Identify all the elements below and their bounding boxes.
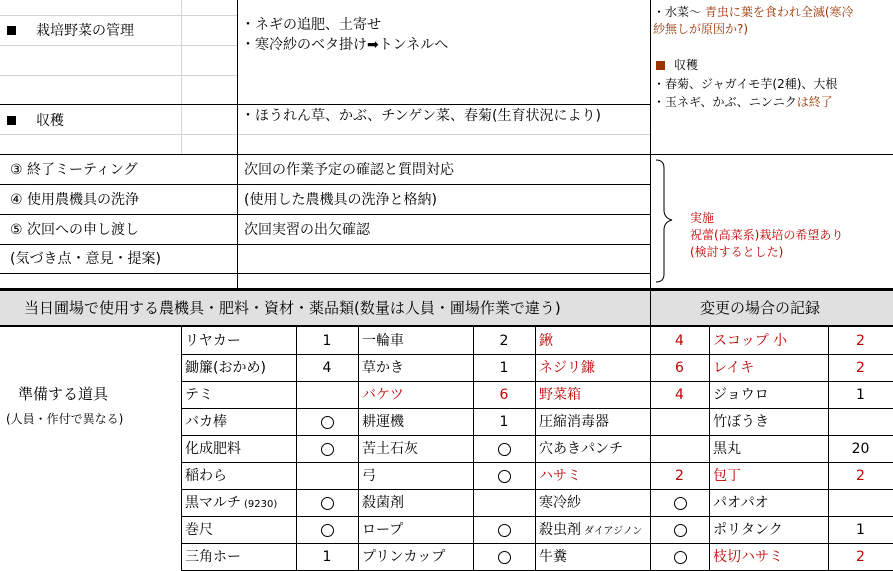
note-line — [653, 95, 833, 109]
note-line — [653, 5, 854, 19]
grid-line — [0, 75, 237, 76]
tool-quantity: 6 — [675, 360, 684, 376]
tool-name-text: 牛糞 — [539, 549, 567, 565]
circle-mark — [321, 416, 334, 429]
tool-name — [185, 495, 277, 511]
row-border — [181, 354, 893, 355]
tool-name-text: 圧縮消毒器 — [539, 414, 609, 430]
circle-mark — [674, 524, 687, 537]
tool-name — [539, 387, 581, 403]
step-label: (気づき点・意見・提案) — [10, 251, 161, 267]
tool-name-text: リヤカー — [185, 333, 241, 349]
circle-mark — [674, 497, 687, 510]
tool-name-sub: ダイアジノン — [584, 526, 643, 537]
tool-quantity: 20 — [851, 441, 870, 457]
row-border — [0, 104, 650, 105]
bullet-square — [656, 61, 665, 70]
circle-mark — [498, 443, 511, 456]
tool-name-text: ジョウロ — [713, 387, 769, 403]
tool-name-text: ネジリ鎌 — [539, 360, 595, 376]
step-content: 次回の作業予定の確認と質問対応 — [244, 162, 454, 178]
tool-quantity: 1 — [499, 414, 509, 430]
tool-quantity: 2 — [675, 468, 684, 484]
tool-name-text: ポリタンク — [713, 522, 783, 538]
tool-name — [713, 495, 769, 511]
step-label: ④ 使用農機具の洗浄 — [10, 192, 140, 208]
tool-name — [539, 522, 642, 538]
tool-quantity: 1 — [499, 360, 509, 376]
tool-name — [185, 387, 213, 403]
impl-line: (検討するとした) — [690, 245, 784, 259]
grid-line — [181, 0, 182, 104]
row-border — [181, 381, 893, 382]
tool-name-text: 鋤簾(おかめ) — [185, 360, 266, 376]
note-harvest-title: 収穫 — [674, 58, 699, 72]
step-content: 次回実習の出欠確認 — [244, 222, 370, 238]
tool-name-text: 殺虫剤 — [539, 522, 581, 538]
col-border — [181, 327, 182, 570]
tool-name — [539, 360, 595, 376]
row-border — [181, 435, 893, 436]
tool-name — [362, 414, 404, 430]
table-header-title: 当日圃場で使用する農機具・肥料・資材・薬品類(数量は人員・圃場作業で違う) — [24, 299, 561, 317]
tool-name-text: 巻尺 — [185, 522, 213, 538]
tool-name — [185, 360, 266, 376]
col-border — [237, 0, 238, 288]
tool-name-text: 寒冷紗 — [539, 495, 581, 511]
tool-quantity: 4 — [675, 333, 684, 349]
tool-quantity: 1 — [856, 387, 865, 403]
tool-name-sub: (9230) — [244, 499, 278, 510]
grid-line — [0, 134, 650, 135]
tool-name-text: 枝切ハサミ — [713, 549, 783, 565]
tool-name — [185, 549, 241, 565]
tool-name-text: 一輪車 — [362, 333, 404, 349]
tool-name — [362, 549, 445, 565]
tool-name-text: スコップ 小 — [713, 333, 788, 349]
col-border — [650, 291, 651, 325]
tool-name-text: 殺菌剤 — [362, 495, 404, 511]
tool-name — [539, 333, 553, 349]
tool-name-text: 弓 — [362, 468, 376, 484]
tool-name-text: 草かき — [362, 360, 404, 376]
tool-name-text: 三角ホー — [185, 549, 241, 565]
step-label: ③ 終了ミーティング — [10, 162, 138, 178]
tool-name-text: 化成肥料 — [185, 441, 241, 457]
tool-name — [185, 333, 241, 349]
tool-name-text: 黒丸 — [713, 441, 741, 457]
circle-mark — [321, 443, 334, 456]
tool-name — [539, 549, 567, 565]
tool-name — [713, 414, 769, 430]
tool-name-text: 野菜箱 — [539, 387, 581, 403]
tool-name — [713, 333, 787, 349]
tool-quantity: 2 — [856, 468, 865, 484]
row-border — [181, 543, 893, 544]
table-header-record: 変更の場合の記録 — [700, 299, 821, 317]
circle-mark — [498, 524, 511, 537]
row-border — [0, 214, 650, 215]
note-text: 青虫に葉を食われ全滅(寒冷 — [704, 5, 854, 19]
tool-name — [185, 441, 241, 457]
tool-name — [362, 333, 404, 349]
content-line: ・ネギの追肥、土寄せ — [241, 17, 381, 33]
circle-mark — [498, 470, 511, 483]
circle-mark — [498, 551, 511, 564]
circle-mark — [674, 551, 687, 564]
row-border — [0, 273, 650, 274]
bullet-square — [7, 26, 16, 35]
col-border — [709, 327, 710, 570]
tool-name-text: 稲わら — [185, 468, 227, 484]
note-line: ・春菊、ジャガイモ芋(2種)、大根 — [653, 77, 838, 91]
tool-name-text: 黒マルチ — [185, 495, 241, 511]
tool-name — [713, 387, 769, 403]
note-text: は終了 — [796, 95, 833, 109]
tool-name — [539, 414, 609, 430]
tool-name — [713, 441, 741, 457]
tool-name — [362, 441, 418, 457]
tool-quantity: 4 — [675, 387, 684, 403]
row-border — [0, 154, 893, 155]
impl-line: 実施 — [690, 211, 715, 225]
tool-name — [185, 414, 227, 430]
col-border — [535, 327, 536, 570]
tool-name — [185, 468, 227, 484]
tool-name — [362, 387, 404, 403]
impl-line: 祝蕾(高菜系)栽培の希望あり — [690, 228, 844, 242]
tool-name-text: バカ棒 — [185, 414, 227, 430]
tool-name — [539, 441, 623, 457]
tool-name-text: テミ — [185, 387, 213, 403]
tool-name — [185, 522, 213, 538]
grid-line — [181, 104, 182, 154]
tool-name — [539, 495, 581, 511]
note-line: 紗無しが原因か?) — [653, 22, 749, 36]
tool-name — [713, 549, 783, 565]
tool-name-text: 鍬 — [539, 333, 553, 349]
row-label-vegetable-management: 栽培野菜の管理 — [36, 23, 134, 39]
row-label-harvest: 収穫 — [36, 113, 64, 129]
step-label: ⑤ 次回への申し渡し — [10, 222, 140, 238]
circle-mark — [321, 497, 334, 510]
row-border — [181, 516, 893, 517]
section-label: 準備する道具 — [18, 385, 109, 403]
thick-border — [0, 325, 893, 327]
note-bullet: ・水菜～ — [653, 5, 705, 19]
step-content: (使用した農機具の洗浄と格納) — [244, 192, 437, 208]
grid-line — [0, 15, 237, 16]
section-sub: (人員・作付で異なる) — [6, 412, 124, 426]
tool-name-text: 穴あきパンチ — [539, 441, 623, 457]
col-border — [650, 0, 651, 288]
tool-quantity: 2 — [856, 549, 865, 565]
content-line: ・寒冷紗のベタ掛け➡トンネルへ — [241, 37, 449, 53]
tool-name — [362, 495, 404, 511]
tool-quantity: 2 — [856, 360, 865, 376]
tool-quantity: 2 — [856, 333, 865, 349]
tool-name-text: ロープ — [362, 522, 404, 538]
bullet-square — [7, 116, 16, 125]
tool-quantity: 1 — [322, 549, 332, 565]
tool-quantity: 4 — [322, 360, 332, 376]
tool-name-text: パオパオ — [713, 495, 769, 511]
tool-quantity: 1 — [856, 522, 865, 538]
row-border — [181, 462, 893, 463]
tool-name — [713, 360, 754, 376]
tool-name — [713, 522, 783, 538]
tool-name-text: 耕運機 — [362, 414, 404, 430]
note-text: ・玉ネギ、かぶ、ニンニク — [653, 95, 797, 109]
col-border — [358, 327, 359, 570]
tool-name — [539, 468, 581, 484]
row-border — [0, 184, 650, 185]
tool-name — [362, 522, 403, 538]
tool-name — [362, 468, 376, 484]
circle-mark — [321, 524, 334, 537]
content-line: ・ほうれん草、かぶ、チンゲン菜、春菊(生育状況により) — [241, 108, 601, 124]
tool-name-text: ハサミ — [539, 468, 581, 484]
row-border — [0, 244, 650, 245]
tool-quantity: 6 — [499, 387, 509, 403]
tool-name-text: レイキ — [713, 360, 755, 376]
brace-icon — [652, 158, 676, 284]
row-border — [181, 489, 893, 490]
tool-name-text: 包丁 — [713, 468, 741, 484]
tool-name-text: バケツ — [362, 387, 404, 403]
tool-name-text: 苦土石灰 — [362, 441, 418, 457]
tool-name-text: プリンカップ — [362, 549, 446, 565]
tool-name-text: 竹ぼうき — [713, 414, 769, 430]
tool-name — [362, 360, 404, 376]
row-border — [181, 408, 893, 409]
tool-quantity: 2 — [499, 333, 509, 349]
tool-name — [713, 468, 741, 484]
grid-line — [0, 45, 237, 46]
tool-quantity: 1 — [322, 333, 332, 349]
